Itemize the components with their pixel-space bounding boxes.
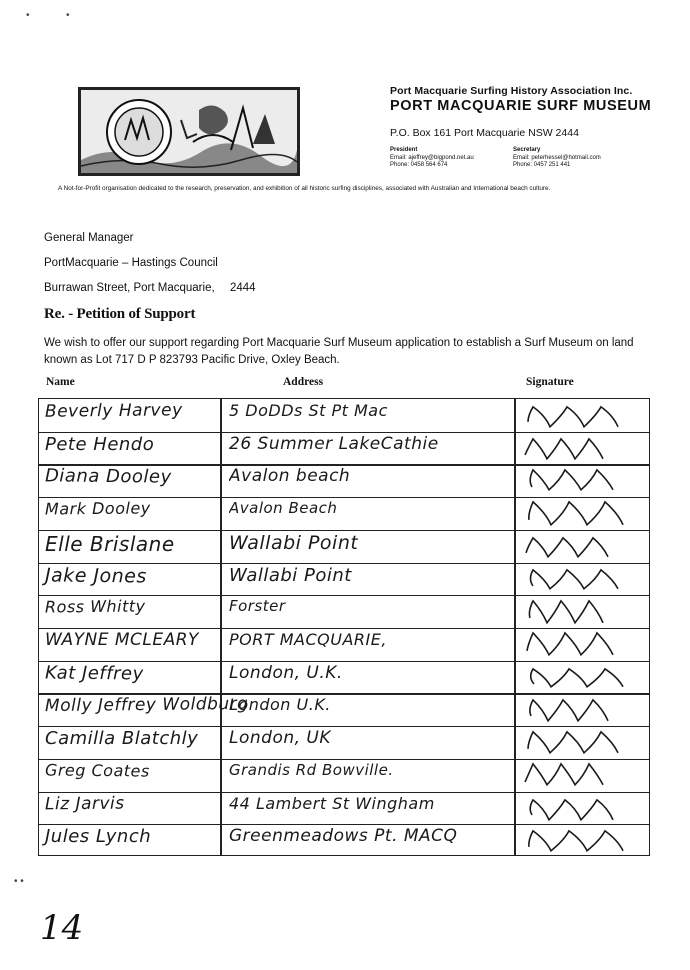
table-row [39, 792, 649, 825]
signer-address: PORT MACQUARIE, [229, 630, 387, 649]
signature-scribble [519, 792, 647, 825]
table-row [39, 530, 649, 563]
row-divider [39, 563, 649, 564]
row-divider [39, 693, 649, 694]
signature-scribble [519, 497, 647, 530]
table-row [39, 759, 649, 792]
row-divider [39, 497, 649, 498]
signature-scribble [519, 530, 647, 563]
name-column-header: Name [46, 376, 75, 388]
recipient-postcode: 2444 [230, 282, 256, 294]
president-contact [390, 147, 474, 170]
table-row [39, 563, 649, 596]
president-email: Email: ajeffrey@bigpond.net.au [390, 154, 474, 161]
table-row [39, 661, 649, 694]
signer-name: Elle Brislane [45, 531, 175, 556]
petition-heading: Re. - Petition of Support [44, 306, 196, 322]
table-row [39, 693, 649, 726]
signature-scribble [519, 661, 647, 694]
signer-name: Jules Lynch [45, 826, 152, 848]
signature-scribble [519, 628, 647, 661]
secretary-role: Secretary [513, 147, 541, 153]
page-number: 14 [40, 908, 84, 948]
table-row [39, 595, 649, 628]
signer-address: Wallabi Point [229, 564, 352, 586]
signature-table [38, 398, 650, 856]
secretary-email: Email: peterhessel@hotmail.com [513, 154, 601, 161]
signer-name: WAYNE MCLEARY [45, 630, 199, 650]
recipient-street: Burrawan Street, Port Macquarie, [44, 282, 215, 294]
signature-scribble [519, 759, 647, 792]
table-row [39, 497, 649, 530]
row-divider [39, 792, 649, 793]
signer-address: Greenmeadows Pt. MACQ [229, 826, 458, 847]
signer-name: Mark Dooley [44, 498, 151, 519]
signature-scribble [519, 824, 647, 857]
signer-name: Ross Whitty [44, 596, 146, 617]
president-role: President [390, 147, 418, 153]
signer-address: Wallabi Point [229, 531, 359, 554]
museum-logo [78, 87, 300, 176]
recipient-organisation: PortMacquarie – Hastings Council [44, 257, 218, 269]
signer-name: Greg Coates [44, 760, 150, 781]
petition-statement: We wish to offer our support regarding Port Macquarie Surf Museum application to establish a Surf Museum on land known as Lot 717 D P 823793 Pacific Drive, Oxley Beach. [44, 337, 634, 366]
signer-address: Forster [229, 597, 286, 616]
table-row [39, 464, 649, 497]
table-row [39, 726, 649, 759]
table-row [39, 824, 649, 857]
signature-column-header: Signature [526, 376, 574, 388]
scan-speck: • • [14, 876, 24, 887]
row-divider [39, 595, 649, 596]
signer-name: Beverly Harvey [44, 400, 183, 422]
president-phone: Phone: 0458 564 674 [390, 162, 448, 168]
secretary-contact [513, 147, 601, 170]
table-row [39, 432, 649, 465]
signer-name: Molly Jeffrey Woldburg [44, 694, 249, 717]
signer-address: Grandis Rd Bowville. [229, 760, 394, 779]
signer-address: 44 Lambert St Wingham [229, 793, 435, 813]
signature-scribble [519, 726, 647, 759]
signature-scribble [519, 432, 647, 465]
row-divider [39, 464, 649, 465]
association-name: Port Macquarie Surfing History Association Inc. [390, 85, 633, 97]
row-divider [39, 530, 649, 531]
organisation-tagline: A Not-for-Profit organisation dedicated to the research, preservation, and exhibition of all historic surfing disciplines, associated with Australian and International beach culture. [58, 185, 551, 192]
row-divider [39, 661, 649, 662]
table-row [39, 399, 649, 432]
signer-address: London, U.K. [229, 662, 343, 683]
signer-name: Camilla Blatchly [45, 728, 199, 750]
signer-address: London, UK [229, 728, 332, 749]
address-column-header: Address [283, 376, 324, 388]
signer-name: Pete Hendo [45, 433, 155, 455]
row-divider [39, 824, 649, 825]
signature-scribble [519, 464, 647, 497]
row-divider [39, 759, 649, 760]
table-row [39, 628, 649, 661]
signer-address: 26 Summer LakeCathie [229, 433, 439, 454]
signature-scribble [519, 595, 647, 628]
signer-name: Diana Dooley [44, 465, 172, 489]
signer-address: Avalon beach [229, 466, 351, 487]
row-divider [39, 628, 649, 629]
recipient-title: General Manager [44, 232, 134, 244]
signature-scribble [519, 693, 647, 726]
signer-name: Kat Jeffrey [44, 662, 144, 685]
signer-name: Jake Jones [44, 564, 147, 588]
signature-scribble [519, 563, 647, 596]
po-box-address: P.O. Box 161 Port Macquarie NSW 2444 [390, 127, 579, 139]
signer-address: Avalon Beach [229, 499, 338, 518]
signature-scribble [519, 399, 647, 432]
secretary-phone: Phone: 0457 251 441 [513, 162, 571, 168]
row-divider [39, 432, 649, 433]
signer-name: Liz Jarvis [44, 793, 125, 814]
signer-address: 5 DoDDs St Pt Mac [229, 401, 388, 420]
museum-name: PORT MACQUARIE SURF MUSEUM [390, 98, 652, 114]
scan-speck: • [26, 10, 30, 21]
scan-speck: • [66, 10, 70, 21]
signer-address: London U.K. [229, 695, 331, 715]
row-divider [39, 726, 649, 727]
